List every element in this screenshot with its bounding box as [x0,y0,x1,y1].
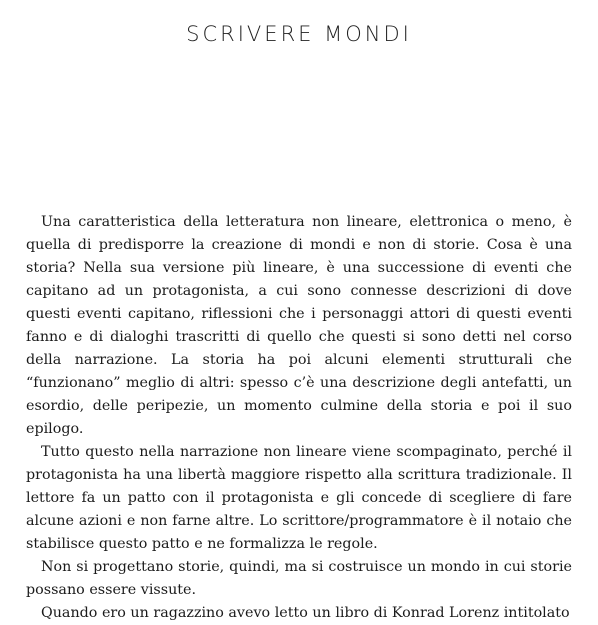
chapter-body [26,211,572,625]
chapter-title: SCRIVERE MONDI [186,22,412,46]
paragraph: Quando ero un ragazzino avevo letto un libro di Konrad Lorenz intitolato [41,605,570,621]
paragraph: Non si progettano storie, quindi, ma si costruisce un mondo in cui storie possano essere vissute. [26,559,572,598]
paragraph: Tutto questo nella narrazione non lineare viene scompaginato, perché il protagonista ha una libertà maggiore rispetto alla scrittura tradizionale. Il lettore fa un patto con il protagonista e gli concede di scegliere di fare alcune azioni e non farne altre. Lo scrittore/programmatore è il notaio che stabilisce questo patto e ne formalizza le regole. [26,444,572,552]
paragraph: Una caratteristica della letteratura non lineare, elettronica o meno, è quella di predisporre la creazione di mondi e non di storie. Cosa è una storia? Nella sua versione più lineare, è una successione di eventi che capitano ad un protagonista, a cui sono connesse descrizioni di dove questi eventi capitano, riflessioni che i personaggi attori di questi eventi fanno e di dialoghi trascritti di quello che questi si sono detti nel corso della narrazione. La storia ha poi alcuni elementi strutturali che “funzionano” meglio di altri: spesso c’è una descrizione degli antefatti, un esordio, delle peripezie, un momento culmine della storia e poi il suo epilogo. [26,214,572,437]
